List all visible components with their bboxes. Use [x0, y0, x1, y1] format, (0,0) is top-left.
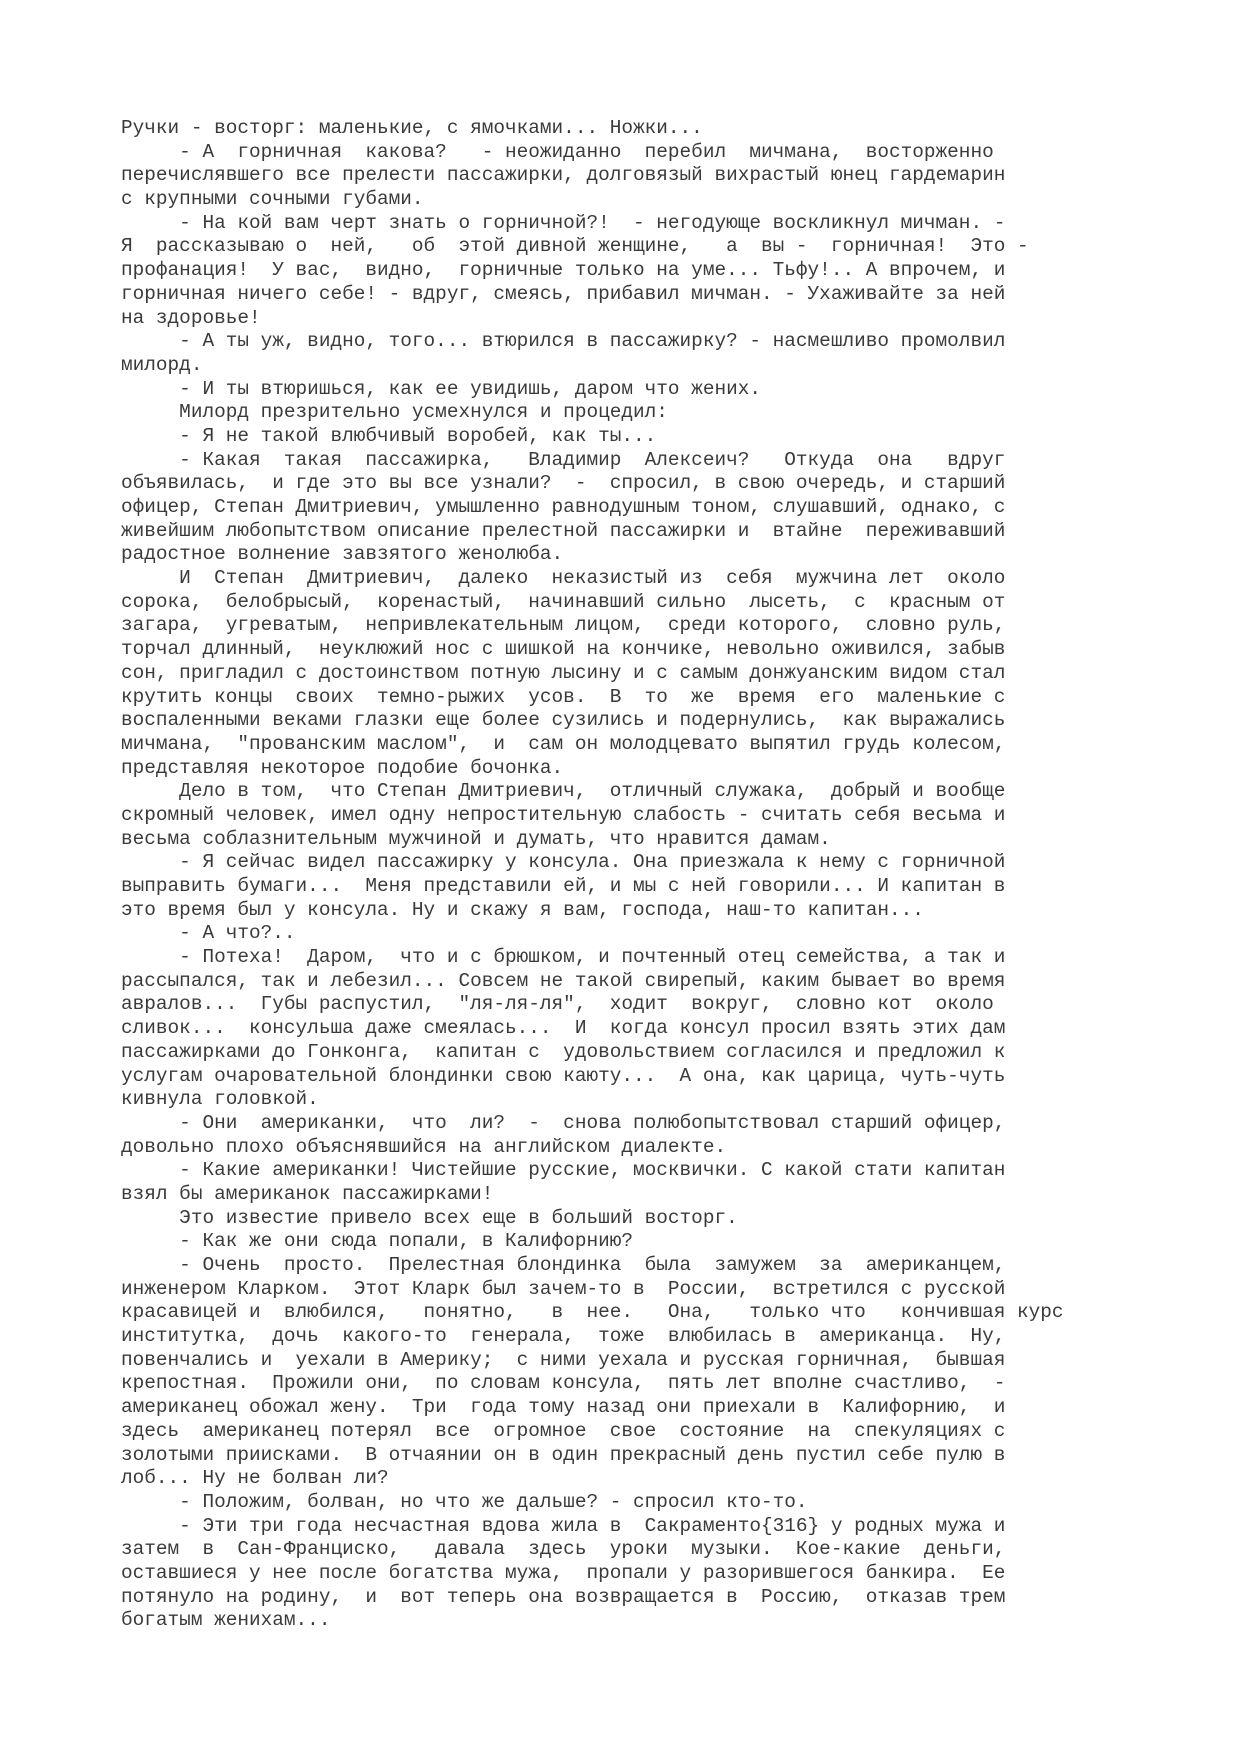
text-line: - Положим, болван, но что же дальше? - спросил кто-то. [121, 1490, 808, 1513]
text-line: скромный человек, имел одну непростительную слабость - считать себя весьма и [121, 803, 1006, 826]
text-line: загара, угреватым, непривлекательным лицом, среди которого, словно руль, [121, 614, 1006, 637]
text-line: торчал длинный, неуклюжий нос с шишкой на кончике, невольно оживился, забыв [121, 638, 1006, 661]
text-line: весьма соблазнительным мужчиной и думать, что нравится дамам. [121, 827, 831, 850]
text-line: это время был у консула. Ну и скажу я вам, господа, наш-то капитан... [121, 898, 924, 921]
text-line: кивнула головкой. [121, 1088, 319, 1111]
text-line: сон, пригладил с достоинством потную лысину и с самым донжуанским видом стал [121, 661, 1006, 684]
text-line: представляя некоторое подобие бочонка. [121, 756, 564, 779]
text-line: красавицей и влюбился, понятно, в нее. Она, только что кончившая курс [121, 1301, 1064, 1324]
text-line: перечислявшего все прелести пассажирки, долговязый вихрастый юнец гардемарин [121, 164, 1006, 187]
text-line: И Степан Дмитриевич, далеко неказистый из себя мужчина лет около [121, 567, 1006, 590]
text-line: сливок... консульша даже смеялась... И когда консул просил взять этих дам [121, 1017, 1006, 1040]
text-line: - Потеха! Даром, что и с брюшком, и почтенный отец семейства, а так и [121, 946, 1006, 969]
text-line: мичмана, "прованским маслом", и сам он молодцевато выпятил грудь колесом, [121, 732, 1006, 755]
text-line: - Какая такая пассажирка, Владимир Алексеич? Откуда она вдруг [121, 448, 1006, 471]
text-line: воспаленными веками глазки еще более сузились и подернулись, как выражались [121, 709, 1006, 732]
text-line: Это известие привело всех еще в больший восторг. [121, 1206, 738, 1229]
text-line: потянуло на родину, и вот теперь она возвращается в Россию, отказав трем [121, 1585, 1006, 1608]
text-line: затем в Сан-Франциско, давала здесь уроки музыки. Кое-какие деньги, [121, 1538, 1006, 1561]
text-line: авралов... Губы распустил, "ля-ля-ля", ходит вокруг, словно кот около [121, 993, 994, 1016]
text-line: институтка, дочь какого-то генерала, тоже влюбилась в американца. Ну, [121, 1325, 1006, 1348]
text-line: офицер, Степан Дмитриевич, умышленно равнодушным тоном, слушавший, однако, с [121, 496, 1006, 518]
text-line: богатым женихам... [121, 1609, 331, 1632]
text-line: выправить бумаги... Меня представили ей, и мы с ней говорили... И капитан в [121, 875, 1006, 897]
text-line: милорд. [121, 353, 203, 376]
text-body [121, 117, 1081, 1633]
text-line: с крупными сочными губами. [121, 188, 424, 211]
text-line: взял бы американок пассажирками! [121, 1182, 494, 1205]
text-line: - И ты втюришься, как ее увидишь, даром что жених. [121, 377, 761, 400]
text-line: - На кой вам черт знать о горничной?! - негодующе воскликнул мичман. - [121, 211, 1006, 234]
text-line: профанация! У вас, видно, горничные только на уме... Тьфу!.. А впрочем, и [121, 259, 1006, 282]
text-line: - Очень просто. Прелестная блондинка была замужем за американцем, [121, 1254, 1006, 1276]
text-line: лоб... Ну не болван ли? [121, 1467, 389, 1490]
text-line: золотыми приисками. В отчаянии он в один прекрасный день пустил себе пулю в [121, 1443, 1006, 1466]
text-line: на здоровье! [121, 306, 261, 329]
text-line: - А что?.. [121, 922, 296, 945]
text-line: - Какие американки! Чистейшие русские, москвички. С какой стати капитан [121, 1159, 1006, 1182]
text-line: крутить концы своих темно-рыжих усов. В то же время его маленькие с [121, 685, 1006, 708]
text-line: - Они американки, что ли? - снова полюбопытствовал старший офицер, [121, 1111, 1006, 1134]
text-line: - А ты уж, видно, того... втюрился в пассажирку? - насмешливо промолвил [121, 330, 1006, 353]
text-line: сорока, белобрысый, коренастый, начинавший сильно лысеть, с красным от [121, 590, 1006, 613]
text-line: Ручки - восторг: маленькие, с ямочками... Ножки... [121, 117, 703, 139]
text-line: горничная ничего себе! - вдруг, смеясь, прибавил мичман. - Ухаживайте за ней [121, 282, 1006, 305]
text-line: здесь американец потерял все огромное свое состояние на спекуляциях с [121, 1419, 1006, 1442]
text-line: крепостная. Прожили они, по словам консула, пять лет вполне счастливо, - [121, 1372, 1006, 1395]
text-line: американец обожал жену. Три года тому назад они приехали в Калифорнию, и [121, 1396, 1006, 1419]
text-line: инженером Кларком. Этот Кларк был зачем-то в России, встретился с русской [121, 1277, 1006, 1300]
text-line: живейшим любопытством описание прелестной пассажирки и втайне переживавший [121, 519, 1006, 542]
text-line: Дело в том, что Степан Дмитриевич, отличный служака, добрый и вообще [121, 780, 1006, 803]
text-line: рассыпался, так и лебезил... Совсем не такой свирепый, каким бывает во время [121, 969, 1006, 992]
text-line: - Эти три года несчастная вдова жила в Сакраменто{316} у родных мужа и [121, 1514, 1006, 1537]
text-line: услугам очаровательной блондинки свою каюту... А она, как царица, чуть-чуть [121, 1064, 1006, 1087]
text-line: пассажирками до Гонконга, капитан с удовольствием согласился и предложил к [121, 1040, 1006, 1063]
text-line: довольно плохо объяснявшийся на английском диалекте. [121, 1135, 727, 1158]
text-line: Я рассказываю о ней, об этой дивной женщине, а вы - горничная! Это - [121, 235, 1029, 258]
text-line: радостное волнение завзятого женолюба. [121, 543, 564, 566]
text-line: объявилась, и где это вы все узнали? - спросил, в свою очередь, и старший [121, 472, 1006, 495]
text-line: - Как же они сюда попали, в Калифорнию? [121, 1230, 633, 1253]
text-line: оставшиеся у нее после богатства мужа, пропали у разорившегося банкира. Ее [121, 1561, 1006, 1584]
text-line: повенчались и уехали в Америку; с ними уехала и русская горничная, бывшая [121, 1348, 1006, 1371]
text-line: - Я сейчас видел пассажирку у консула. Она приезжала к нему с горничной [121, 851, 1006, 874]
text-line: - А горничная какова? - неожиданно перебил мичмана, восторженно [121, 140, 994, 163]
text-line: - Я не такой влюбчивый воробей, как ты... [121, 424, 657, 447]
text-line: Милорд презрительно усмехнулся и процедил: [121, 401, 668, 424]
